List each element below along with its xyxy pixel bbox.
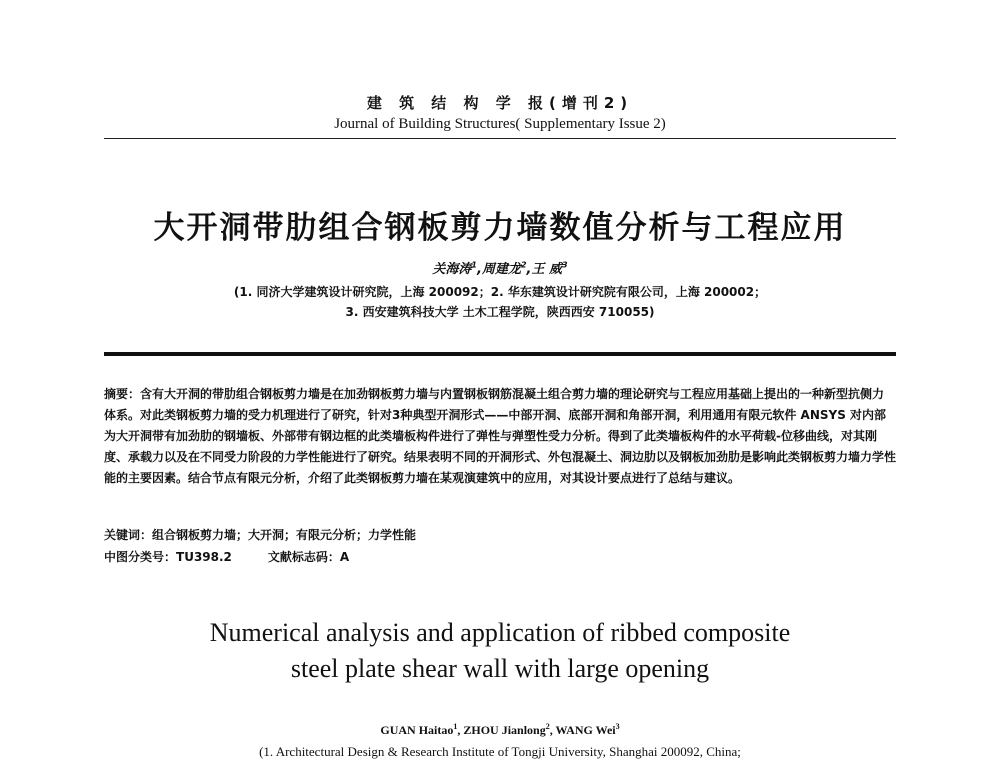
author-cn-2: 周建龙 (481, 262, 521, 277)
author-en-1-affil: 1 (453, 722, 458, 731)
keywords-text: 组合钢板剪力墙；大开洞；有限元分析；力学性能 (152, 528, 417, 542)
journal-name-en: Journal of Building Structures( Supplementary Issue 2) (334, 116, 666, 132)
author-cn-3-affil: 3 (562, 260, 568, 270)
author-en-3: WANG Wei (555, 723, 616, 737)
paper-title-cn: 大开洞带肋组合钢板剪力墙数值分析与工程应用 (153, 210, 847, 246)
abstract-label: 摘要： (104, 387, 141, 401)
header-divider (104, 138, 896, 139)
authors-cn: 关海涛$^1$,周建龙$^2$,王 威$^3$ (432, 260, 568, 277)
abstract (104, 384, 896, 489)
keywords (104, 526, 896, 543)
author-en-3-affil: 3 (615, 722, 620, 731)
clc-value: TU398.2 (176, 550, 232, 564)
clc-label: 中图分类号： (104, 550, 177, 564)
keywords-label: 关键词： (104, 528, 153, 542)
author-cn-3: 王 威 (531, 262, 563, 277)
author-en-2: ZHOU Jianlong (463, 723, 546, 737)
author-cn-1-affil: 1 (471, 260, 477, 270)
doc-code-label: 文献标志码： (267, 550, 340, 564)
affiliation-cn-line2: 3. 西安建筑科技大学 土木工程学院，陕西西安 710055) (345, 305, 655, 319)
affiliation-en-line1: (1. Architectural Design & Research Institute of Tongji University, Shanghai 200092, China; (259, 744, 741, 759)
section-divider (104, 352, 896, 356)
paper-title-en-line2: steel plate shear wall with large opening (290, 654, 710, 683)
affiliation-cn-line1: (1. 同济大学建筑设计研究院，上海 200092；2. 华东建筑设计研究院有限公司，上海 200002； (233, 285, 767, 299)
journal-name-cn: 建 筑 结 构 学 报(增刊2) (366, 94, 634, 112)
abstract-text: 含有大开洞的带肋组合钢板剪力墙是在加劲钢板剪力墙与内置钢板钢筋混凝土组合剪力墙的理论研究与工程应用基础上提出的一种新型抗侧力体系。对此类钢板剪力墙的受力机理进行了研究，针对3种典型开洞形式——中部开洞、底部开洞和角部开洞，利用通用有限元软件 ANSYS 对内部为大开洞带有加劲肋的钢墙板、外部带有钢边框的此类墙板构件进行了弹性与弹塑性受力分析。得到了此类墙板构件的水平荷载-位移曲线，对其刚度、承载力以及在不同受力阶段的力学性能进行了研究。结果表明不同的开洞形式、外包混凝土、洞边肋以及钢板加劲肋是影响此类钢板剪力墙力学性能的主要因素。结合节点有限元分析，介绍了此类钢板剪力墙在某观演建筑中的应用，对其设计要点进行了总结与建议。 (104, 387, 897, 485)
author-cn-2-affil: 2 (520, 260, 527, 270)
author-en-2-affil: 2 (545, 722, 550, 731)
author-en-1: GUAN Haitao (380, 723, 454, 737)
authors-en: GUAN Haitao$^1$, ZHOU Jianlong$^2$, WANG Wei$^3$ (380, 722, 620, 737)
doc-code-value: A (339, 550, 350, 564)
paper-title-en-line1: Numerical analysis and application of ribbed composite (209, 618, 791, 647)
author-cn-1: 关海涛 (432, 262, 472, 277)
classification (104, 548, 896, 565)
